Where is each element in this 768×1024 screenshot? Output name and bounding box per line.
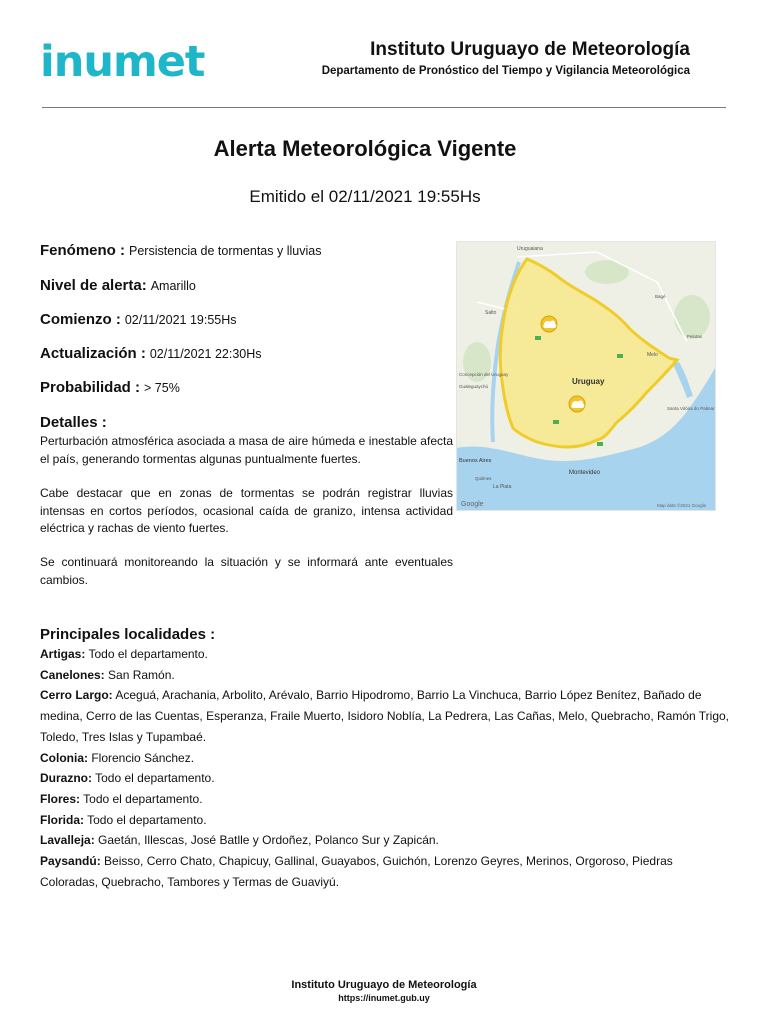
dept-name: Lavalleja:	[40, 833, 95, 848]
field-probabilidad	[40, 379, 180, 396]
dept-localities: San Ramón.	[108, 667, 175, 682]
map-google-logo: Google	[461, 501, 484, 508]
actualizacion-value: 02/11/2021 22:30Hs	[149, 347, 262, 361]
dept-localities: Todo el departamento.	[87, 812, 207, 827]
list-item	[40, 768, 730, 789]
map-label-buenos-aires: Buenos Aires	[459, 458, 492, 464]
dept-name: Durazno:	[40, 771, 92, 786]
list-item	[40, 789, 730, 810]
route-marker	[597, 442, 603, 446]
list-item	[40, 830, 730, 851]
footer-url[interactable]: https://inumet.gub.uy	[338, 993, 430, 1003]
comienzo-value: 02/11/2021 19:55Hs	[124, 313, 237, 327]
map-label-gualeguaychu: Gualeguaychú	[459, 384, 489, 389]
dept-localities: Todo el departamento.	[95, 771, 215, 786]
localidades-list	[40, 644, 730, 892]
detalles-paragraph-3: Se continuará monitoreando la situación y se informará ante eventuales cambios.	[40, 555, 453, 587]
nivel-label: Nivel de alerta:	[40, 277, 147, 294]
map-label-montevideo: Montevideo	[569, 470, 601, 476]
header-divider	[42, 107, 726, 108]
route-marker	[553, 420, 559, 424]
dept-name: Flores:	[40, 791, 81, 806]
map-label-melo: Melo	[647, 352, 658, 358]
actualizacion-label: Actualización :	[40, 345, 146, 362]
dept-localities: Aceguá, Arachania, Arbolito, Arévalo, Barrio Hipodromo, Barrio La Vinchuca, Barrio López Benítez, Bañado de medina, Cerro de las Cuentas, Esperanza, Fraile Muerto, Isidoro Noblía, La Pedrera, Las Cañas, Melo, Quebracho, Ramón Trigo, Toledo, Tres Islas y Tupambaé.	[40, 688, 730, 744]
probabilidad-value: > 75%	[144, 381, 180, 395]
logo-text: inumet	[40, 37, 205, 87]
dept-name: Paysandú:	[40, 854, 101, 869]
fenomeno-label: Fenómeno :	[40, 242, 125, 259]
map-label-uruguaiana: Uruguaiana	[517, 246, 543, 252]
storm-icon	[569, 396, 585, 412]
list-item	[40, 748, 730, 769]
list-item	[40, 644, 730, 665]
map-label-la-plata: La Plata	[493, 484, 512, 490]
list-item	[40, 851, 730, 892]
map-label-bage: Bagé	[655, 294, 666, 299]
map-green-area	[585, 260, 629, 284]
alert-title: Alerta Meteorológica Vigente	[213, 136, 517, 161]
dept-localities: Florencio Sánchez.	[91, 750, 195, 765]
detalles-heading: Detalles :	[40, 414, 107, 431]
dept-localities: Todo el departamento.	[88, 647, 208, 661]
map-credit: Map data ©2021 Google	[657, 503, 707, 508]
map-label-concepcion: Concepción del Uruguay	[459, 372, 509, 377]
dept-name: Canelones:	[40, 667, 105, 682]
field-actualizacion	[40, 345, 262, 362]
map-label-salto: Salto	[485, 310, 497, 316]
probabilidad-label: Probabilidad :	[40, 379, 141, 396]
route-marker	[617, 354, 623, 358]
dept-localities: Todo el departamento.	[83, 791, 203, 806]
dept-localities: Beisso, Cerro Chato, Chapicuy, Gallinal, Guayabos, Guichón, Lorenzo Geyres, Merinos, Orgoroso, Piedras Coloradas, Quebracho, Tambores y Termas de Guaviyú.	[40, 854, 673, 889]
dept-name: Artigas:	[40, 647, 86, 661]
alert-map	[456, 241, 716, 511]
department-title: Departamento de Pronóstico del Tiempo y Vigilancia Meteorológica	[321, 65, 690, 77]
map-label-santa-vitoria: Santa Vitória do Palmar	[667, 406, 715, 411]
map-label-quilmes: Quilmes	[475, 476, 492, 481]
field-nivel	[40, 277, 196, 294]
detalles-paragraph-2: Cabe destacar que en zonas de tormentas se podrán registrar lluvias intensas en cortos períodos, ocasional caída de granizo, intensa actividad eléctrica y rachas de viento fuertes.	[40, 486, 453, 535]
dept-localities: Gaetán, Illescas, José Batlle y Ordoñez, Polanco Sur y Zapicán.	[98, 833, 439, 848]
map-green-area	[674, 295, 710, 339]
storm-icon	[541, 316, 557, 332]
detalles-paragraph-1: Perturbación atmosférica asociada a masa de aire húmeda e inestable afecta el país, generando tormentas algunas puntualmente fuertes.	[40, 434, 453, 466]
field-fenomeno	[40, 242, 321, 259]
inumet-logo	[40, 36, 205, 88]
map-label-uruguay: Uruguay	[572, 377, 605, 386]
institute-title: Instituto Uruguayo de Meteorología	[370, 39, 690, 60]
issued-date: Emitido el 02/11/2021 19:55Hs	[249, 187, 481, 206]
localidades-heading: Principales localidades :	[40, 626, 216, 643]
footer-institute: Instituto Uruguayo de Meteorología	[291, 979, 477, 991]
dept-name: Florida:	[40, 812, 84, 827]
map-svg	[457, 242, 715, 510]
route-marker	[535, 336, 541, 340]
nivel-value: Amarillo	[150, 279, 196, 293]
fenomeno-value: Persistencia de tormentas y lluvias	[129, 244, 322, 258]
list-item	[40, 810, 730, 831]
dept-name: Cerro Largo:	[40, 688, 113, 703]
field-comienzo	[40, 311, 237, 328]
list-item	[40, 665, 730, 686]
comienzo-label: Comienzo :	[40, 311, 121, 328]
map-label-pelotas: Pelotas	[687, 334, 703, 339]
dept-name: Colonia:	[40, 750, 88, 765]
list-item	[40, 685, 730, 747]
